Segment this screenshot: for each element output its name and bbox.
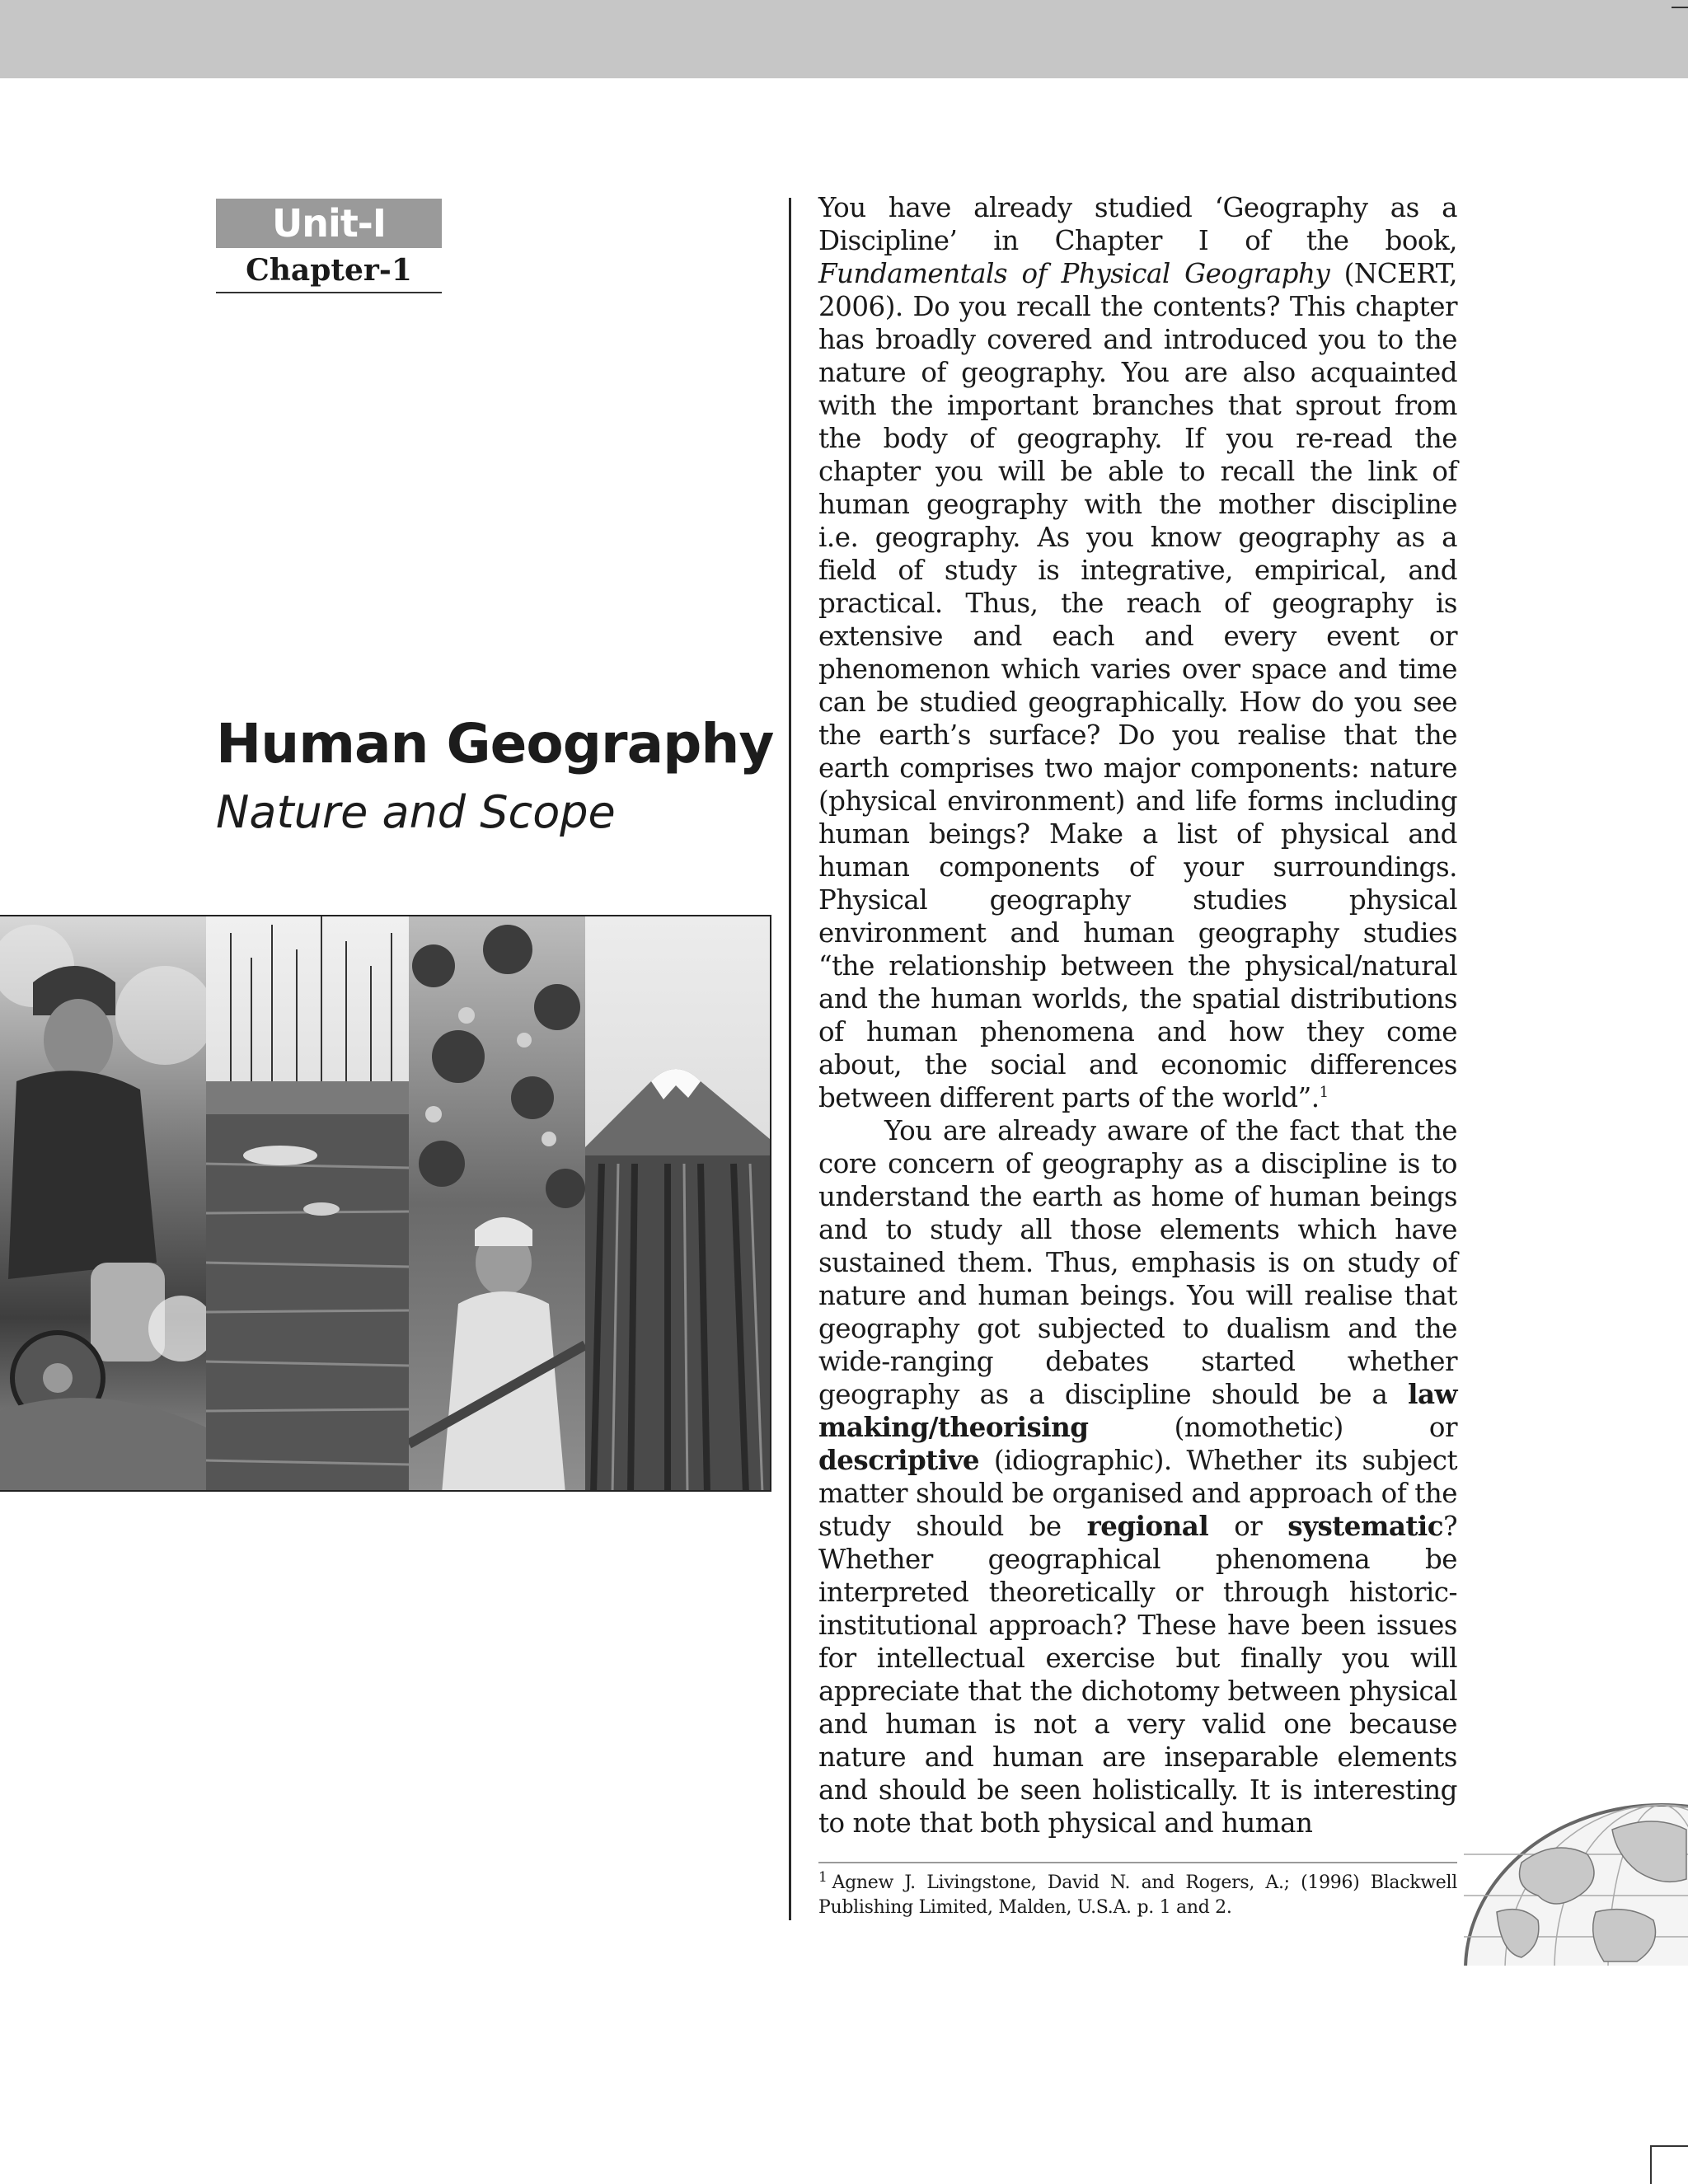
crop-mark-bottom-right-vertical (1650, 2145, 1652, 2184)
photo-harbour (206, 916, 409, 1490)
paragraph-2-text-d: or (1208, 1511, 1288, 1542)
term-systematic: systematic (1287, 1510, 1444, 1542)
crop-mark-bottom-right-horizontal (1650, 2145, 1688, 2147)
paragraph-2-text-a: You are already aware of the fact that the core concern of geography as a discipline is to understand the earth as home of human beings and to study all those elements which have sustained them. Thus, emphasis is on study of nature and human beings. You will realise that geography got subjected to dualism and the wide-ranging debates started whether geography as a discipline should be a (818, 1115, 1457, 1410)
globe-map-icon (1464, 1797, 1688, 1966)
paragraph-1-text-a: You have already studied ‘Geography as a Discipline’ in Chapter I of the book, (818, 192, 1457, 256)
chapter-label: Chapter-1 (216, 249, 442, 293)
chapter-title: Human Geography (216, 712, 774, 776)
body-text (818, 191, 1457, 1840)
footnote-reference: 1 (1319, 1084, 1329, 1102)
footnote-number: 1 (818, 1868, 828, 1886)
paragraph-2-text-c: (idiographic). Whether its subject matter should be organised and approach of the study should be (818, 1445, 1457, 1542)
book-title: Fundamentals of Physical Geography (818, 258, 1330, 289)
paragraph-1 (818, 191, 1457, 1114)
paragraph-2-text-b: (nomothetic) or (1088, 1412, 1457, 1443)
footnote-text: Agnew J. Livingstone, David N. and Rogers, A.; (1996) Blackwell Publishing Limited, Malden, U.S.A. p. 1 and 2. (818, 1872, 1457, 1918)
unit-label: Unit-I (216, 199, 442, 248)
paragraph-2-text-e: ? Whether geographical phenomena be interpreted theoretically or through historic-institutional approach? These have been issues for intellectual exercise but finally you will appreciate that the dichotomy between physical and human is not a very valid one because nature and human are inseparable elements and should be seen holistically. It is interesting to note that both physical and human (818, 1511, 1457, 1839)
paragraph-1-text-b: (NCERT, 2006). Do you recall the contents? This chapter has broadly covered and introduced you to the nature of geography. You are also acquainted with the important branches that sprout from the body of geography. If you re-read the chapter you will be able to recall the link of human geography with the mother discipline i.e. geography. As you know geography as a field of study is integrative, empirical, and practical. Thus, the reach of geography is extensive and each and every event or phenomenon which varies over space and time can be studied geographically. How do you see the earth’s surface? Do you realise that the earth comprises two major components: nature (physical environment) and life forms including human beings? Make a list of physical and human components of your surroundings. Physical geography studies physical environment and human geography studies “the relationship between the physical/natural and the human worlds, the spatial distributions of human phenomena and how they come about, the social and economic differences between different parts of the world”. (818, 258, 1457, 1113)
photo-fruit-picker (409, 916, 585, 1490)
footnote-rule (818, 1862, 1457, 1863)
term-law-making: law making/theorising (818, 1378, 1457, 1443)
chapter-subtitle: Nature and Scope (216, 786, 616, 838)
page-header-band (0, 0, 1688, 78)
term-descriptive: descriptive (818, 1444, 980, 1476)
crop-mark-top-right (1672, 7, 1688, 8)
footnote (818, 1868, 1457, 1920)
photo-mountain-fields (585, 916, 770, 1490)
chapter-photo-collage (0, 915, 771, 1492)
term-regional: regional (1086, 1510, 1209, 1542)
paragraph-2 (818, 1114, 1457, 1840)
column-divider (789, 198, 791, 1920)
photo-woodcutter (0, 916, 206, 1490)
